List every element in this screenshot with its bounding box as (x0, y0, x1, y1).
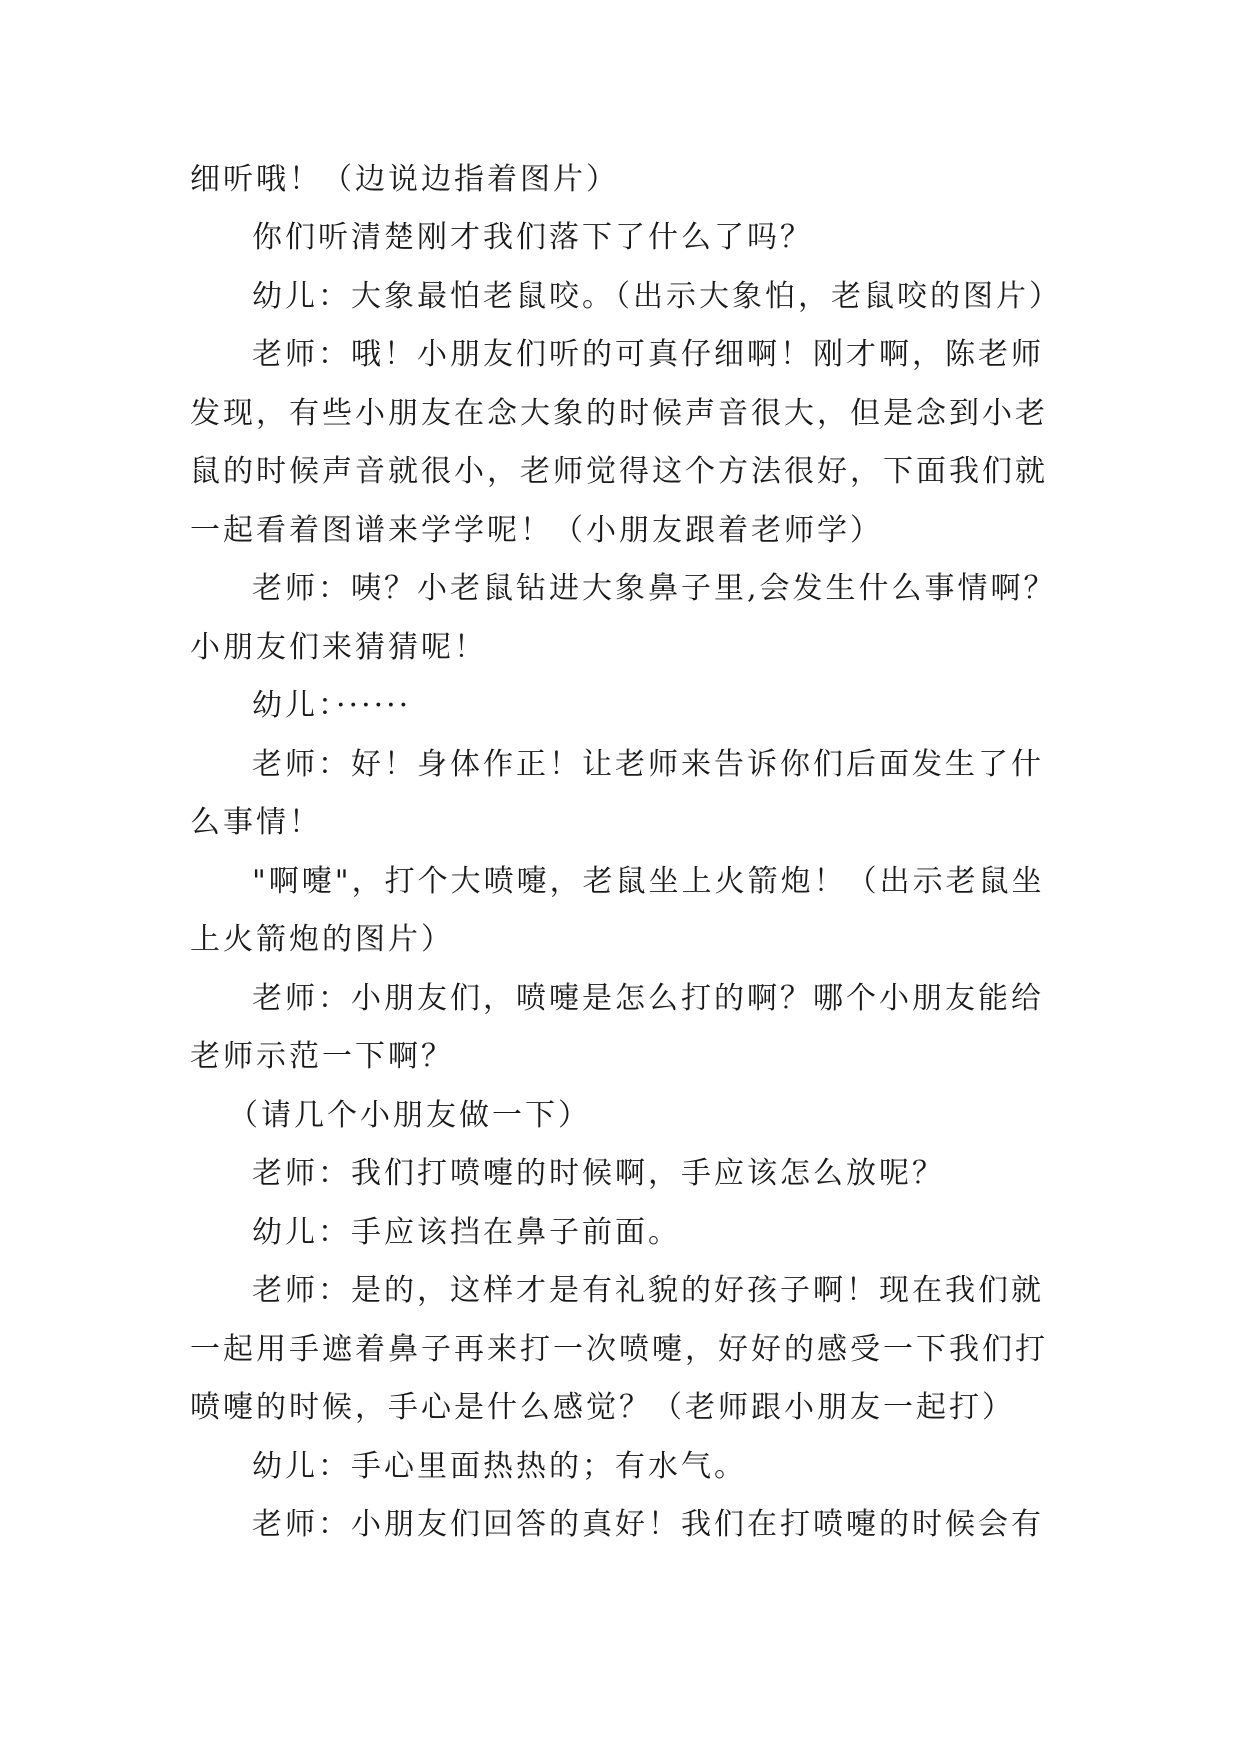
text-line-4: 老师：哦！小朋友们听的可真仔细啊！刚才啊，陈老师 (252, 337, 1044, 372)
text-line-10: 幼儿：······ (252, 688, 412, 723)
text-line-12: 么事情！ (190, 805, 322, 840)
text-line-15: 老师：小朋友们，喷嚏是怎么打的啊？哪个小朋友能给 (252, 981, 1044, 1016)
text-line-1: 细听哦！（边说边指着图片） (190, 162, 619, 197)
text-line-8: 老师：咦？小老鼠钻进大象鼻子里,会发生什么事情啊？ (252, 571, 1057, 606)
text-line-22: 喷嚏的时候，手心是什么感觉？（老师跟小朋友一起打） (190, 1390, 1015, 1425)
text-line-9: 小朋友们来猜猜呢！ (190, 630, 487, 665)
text-line-13: "啊嚏"，打个大喷嚏，老鼠坐上火箭炮！（出示老鼠坐 (252, 864, 1045, 899)
text-line-3: 幼儿：大象最怕老鼠咬。（出示大象怕，老鼠咬的图片） (252, 279, 1062, 314)
text-line-24: 老师：小朋友们回答的真好！我们在打喷嚏的时候会有 (252, 1507, 1044, 1542)
text-line-17: （请几个小朋友做一下） (228, 1098, 591, 1133)
text-line-2: 你们听清楚刚才我们落下了什么了吗？ (252, 220, 813, 255)
text-line-11: 老师：好！身体作正！让老师来告诉你们后面发生了什 (252, 747, 1044, 782)
text-line-6: 鼠的时候声音就很小，老师觉得这个方法很好，下面我们就 (190, 454, 1048, 489)
text-line-20: 老师：是的，这样才是有礼貌的好孩子啊！现在我们就 (252, 1273, 1044, 1308)
text-line-19: 幼儿：手应该挡在鼻子前面。 (252, 1215, 681, 1250)
text-line-23: 幼儿：手心里面热热的；有水气。 (252, 1449, 747, 1484)
text-line-5: 发现，有些小朋友在念大象的时候声音很大，但是念到小老 (190, 396, 1048, 431)
text-line-21: 一起用手遮着鼻子再来打一次喷嚏，好好的感受一下我们打 (190, 1332, 1048, 1367)
text-line-18: 老师：我们打喷嚏的时候啊，手应该怎么放呢？ (252, 1156, 945, 1191)
text-line-7: 一起看着图谱来学学呢！（小朋友跟着老师学） (190, 513, 883, 548)
text-line-14: 上火箭炮的图片） (190, 922, 454, 957)
text-line-16: 老师示范一下啊？ (190, 1039, 454, 1074)
